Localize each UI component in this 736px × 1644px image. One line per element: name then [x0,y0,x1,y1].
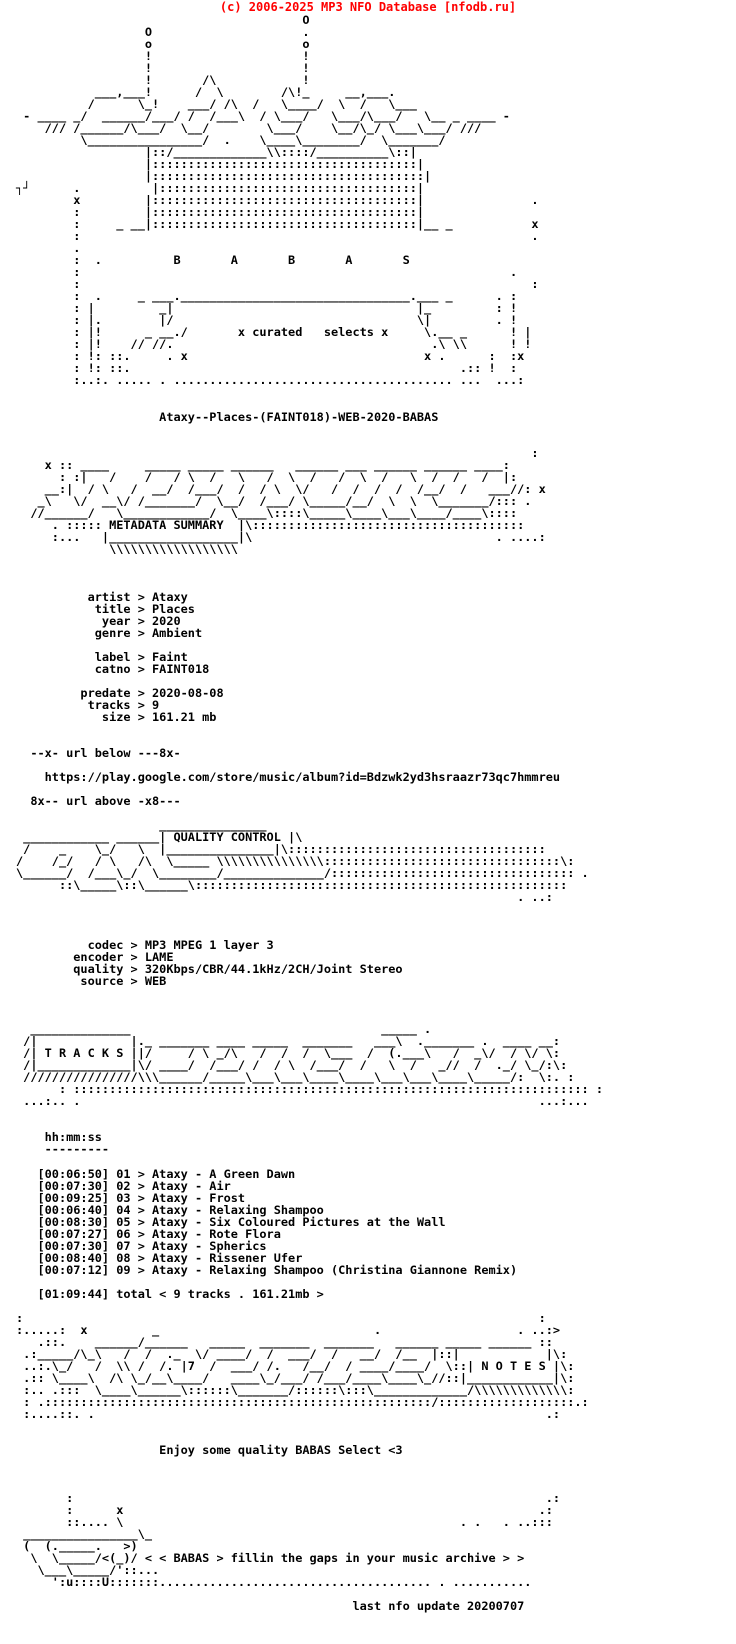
nfo-text-block: O O . o o ! ! ! ! ! /\ ! ___,___! / \ /\!_ __,___. / \_! ___/ /\ / \____/ \ / \___ - ____ _/ ______/___/ / /___\ / \___/ \___/\___/ \__ _ ____ - /// /______/\___/ \__/ \___/ \__/\_/ \___\___/ /// \________________/ . \____\________/ \_______/ |::/_____________\\::::/__________\::| |:::::::::::::::::::::::::::::::::::::| |::::::::::::::::::::::::::::::::::::::| ┐┘ . |::::::::::::::::::::::::::::::::::::| x |:::::::::::::::::::::::::::::::::::::| . : |:::::::::::::::::::::::::::::::::::::| : _ __|:::::::::::::::::::::::::::::::::::::|__ _ x : . . : . B A B A S : . : : : . _ ___.________________________________.___ _ . : : | _| |_ : ! : |. |/ \| . ! : |! _ __./ x curated selects x \.__ _ ! | : |! // //. .\ \\ ! ! : !: ::. . x x . : :x : !: ::. .:: ! : :..:. ..... . ....................................... ... ...: Ataxy--Places-(FAINT018)-WEB-2020-BABAS : x :: ____ _____ _____ ______ ______ ___ ______ ______ ____: : :| / / / \ / \ / \ / / \ / \ / / / |: __:| / \ / __/ /___/ / / \ \/ / / / / /__/ / ___//: x _\ \/ __\/ /_______/ \__/ /___/ \_____/__/ \ \ \_______/::: . //______/ \____________/ \____\::::\_____\____\___\____/____\:::: . ::::: METADATA SUMMARY |\:::::::::::::::::::::::::::::::::::::: :... |__________________|\ . ....: \\\\\\\\\\\\\\\\\\ artist > Ataxy title > Places year > 2020 genre > Ambient label > Faint catno > FAINT018 predate > 2020-08-08 tracks > 9 size > 161.21 mb --x- url below ---8x- https://play.google.com/store/music/album?id=Bdzwk2yd3hsraazr73qc7hmmreu 8x-- url above -x8--- _______________ ____________ ______| QUALITY CONTROL |\ / _ \_/ \ |_______________|\:::::::::::::::::::::::::::::::::::: / /_/ / \ /\ \_____ \\\\\\\\\\\\\\\:::::::::::::::::::::::::::::::::\: \______/ /___\_/ \________/______________/:::::::::::::::::::::::::::::::::: . ::\_____\::\______\:::::::::::::::::::::::::::::::::::::::::::::::::::: . ..: codec > MP3 MPEG 1 layer 3 encoder > LAME quality > 320Kbps/CBR/44.1kHz/2CH/Joint Stereo source > WEB ______________ _____ . /| |._ _______ ____ _____ _______ ___\ ._______ . ____ __: /| T R A C K S ||/ / \ _/\ / / / \___ / (.___\ / _\/ / \/ \: /|_____________|\/ ____/ /___/ / / \ /___/ / \ / _// / ._/ \_/:\: ////////////////\\\______/_____\___\___\____\____\___\___\____\_____/: \:. : : :::::::::::::::::::::::::::::::::::::::::::::::::::::::::::::::::::::::: : ...:.. . ...:... hh:mm:ss --------- [00:06:50] 01 > Ataxy - A Green Dawn [00:07:30] 02 > Ataxy - Air [00:09:25] 03 > Ataxy - Frost [00:06:40] 04 > Ataxy - Relaxing Shampoo [00:08:30] 05 > Ataxy - Six Coloured Pictures at the Wall [00:07:27] 06 > Ataxy - Rote Flora [00:07:30] 07 > Ataxy - Spherics [00:08:40] 08 > Ataxy - Rissener Ufer [00:07:12] 09 > Ataxy - Relaxing Shampoo (Christina Giannone Remix) [01:09:44] total < 9 tracks . 161.21mb > : : :.....: x _ . . ..:> .::. ______/______ _____ _______ _______ ______ _____ ______ :: .:_____/\_\ / / ._ \/ ____/ / ___/ / __/ /__ |::| |\: ..:.\_/ / \\ / /. |7 / ___/ /. /__/ / ____/____/ \::| N O T E S |\: .:: \____\ /\ \_/__\____/ ____\_/___/ /___/____\____\_//::|____________|\: :.. .::: \____\______\::::::\_______/::::::\:::\_____________/\\\\\\\\\\\\\: : .::::::::::::::::::::::::::::::::::::::::::::::::::::::/:::::::::::::::::::.: :....::. . .: Enjoy some quality BABAS Select <3 : .: : x .: ::.... \ . . . ..::: ________________\_ ( (._____. >) \ \_____/<(_)/ < < BABAS > fillin the gaps in your music archive > > \___\_____/'::... ':u::::U:::::::...................................... . ........... last nfo update 20200707 [16,13,604,1614]
site-header-link[interactable]: (c) 2006-2025 MP3 NFO Database [nfodb.ru] [219,0,517,14]
